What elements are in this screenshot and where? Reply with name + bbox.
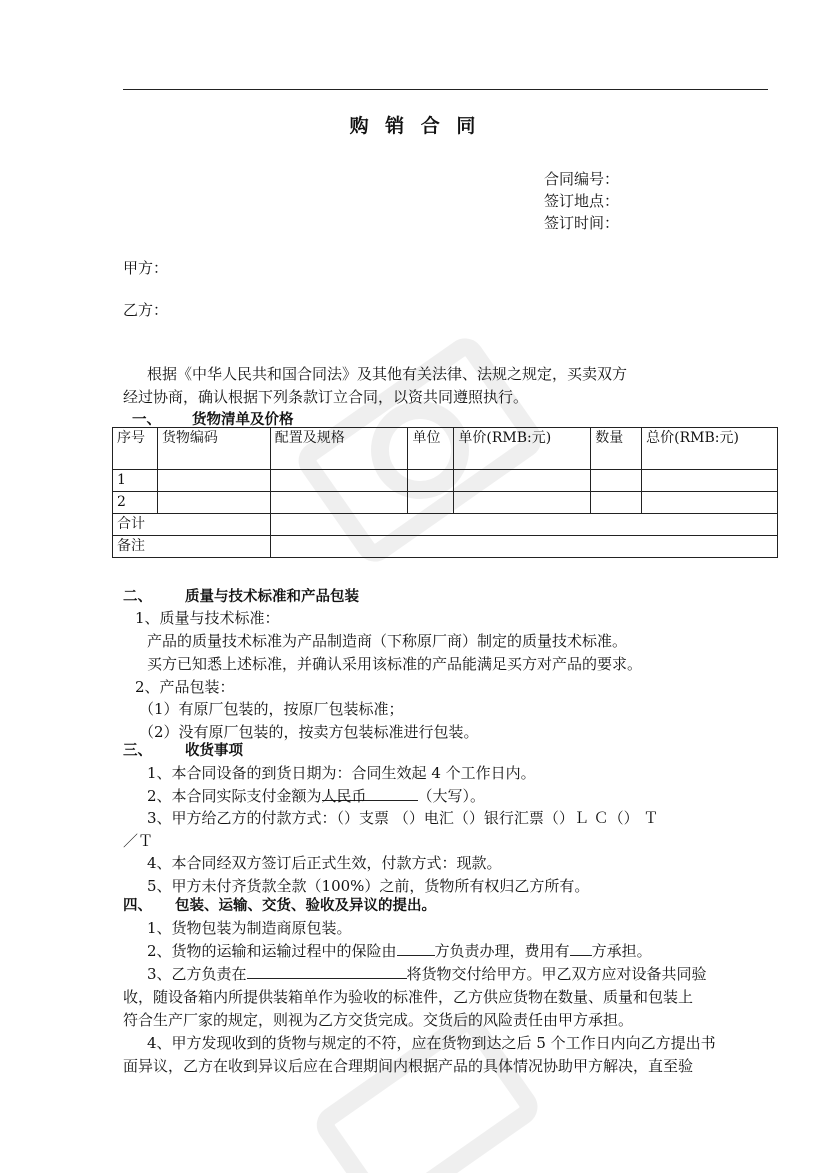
header-cell: 单位 [408, 428, 454, 470]
section-2-line-3: 买方已知悉上述标准，并确认采用该标准的产品能满足买方对产品的要求。 [147, 655, 643, 673]
section-2-line-1: 1、质量与技术标准： [135, 609, 280, 627]
table-cell [642, 492, 778, 514]
section-3-line-2-text: 2、本合同实际支付金额为 [147, 787, 322, 805]
section-4-line-2-end: 方承担。 [591, 942, 652, 960]
table-cell [157, 492, 270, 514]
section-3-line-2-suffix: （大写）。 [417, 787, 486, 805]
table-cell [408, 470, 454, 492]
section-1-title: 货物清单及价格 [192, 412, 294, 428]
table-cell [591, 470, 642, 492]
section-3-line-5: 5、甲方未付齐货款全款（100%）之前，货物所有权归乙方所有。 [147, 877, 590, 895]
table-cell [270, 470, 408, 492]
header-cell: 配置及规格 [270, 428, 408, 470]
section-3-line-1: 1、本合同设备的到货日期为：合同生效起 4 个工作日内。 [147, 764, 536, 782]
table-cell: 2 [113, 492, 158, 514]
section-2-line-6: （2）没有原厂包装的，按卖方包装标准进行包装。 [139, 723, 479, 741]
section-2-line-5: （1）有原厂包装的，按原厂包装标准； [139, 700, 404, 718]
section-4-line-4: 4、甲方发现收到的货物与规定的不符，应在货物到达之后 5 个工作日内向乙方提出书 [147, 1034, 716, 1052]
note-row [113, 536, 778, 558]
cost-party-blank[interactable] [570, 940, 592, 956]
table-cell [270, 492, 408, 514]
section-1-number: 一、 [132, 412, 161, 428]
table-cell [591, 492, 642, 514]
section-3-line-3: 3、甲方给乙方的付款方式：（）支票 （）电汇（）银行汇票（）Ｌ Ｃ（） Ｔ [147, 809, 659, 827]
table-row [113, 492, 778, 514]
section-4-line-2-mid: 方负责办理，费用有 [434, 942, 570, 960]
section-4-number: 四、 [123, 898, 152, 914]
section-4-line-3-rest: 将货物交付给甲方。甲乙双方应对设备共同验 [406, 965, 707, 983]
header-cell: 序号 [113, 428, 158, 470]
header-cell: 数量 [591, 428, 642, 470]
total-label: 合计 [113, 514, 271, 536]
section-4-line-3-text: 3、乙方负责在 [147, 965, 247, 983]
section-4-line-4-cont: 面异议，乙方在收到异议后应在合理期间内根据产品的具体情况协助甲方解决，直至验 [123, 1057, 694, 1075]
section-2-title: 质量与技术标准和产品包装 [185, 589, 359, 605]
section-2-line-4: 2、产品包装： [135, 678, 235, 696]
section-3-line-2 [147, 785, 485, 806]
table-row [113, 470, 778, 492]
total-row [113, 514, 778, 536]
section-4-line-3-cont-2: 符合生产厂家的规定，则视为乙方交货完成。交货后的风险责任由甲方承担。 [123, 1011, 634, 1029]
section-3-number: 三、 [123, 743, 152, 759]
header-cell: 货物编码 [157, 428, 270, 470]
section-4-line-2-text: 2、货物的运输和运输过程中的保险由 [147, 942, 397, 960]
party-a-label: 甲方： [123, 259, 169, 277]
insurance-party-blank[interactable] [397, 940, 435, 956]
intro-line-2: 经过协商，确认根据下列条款订立合同，以资共同遵照执行。 [123, 388, 529, 406]
table-cell [454, 470, 591, 492]
section-4-line-3-cont-1: 收，随设备箱内所提供装箱单作为验收的标准件，乙方供应货物在数量、质量和包装上 [123, 988, 694, 1006]
section-4-line-3 [147, 963, 707, 984]
table-cell [157, 470, 270, 492]
contract-number-label: 合同编号： [544, 170, 620, 188]
total-value [270, 514, 777, 536]
section-4-line-2 [147, 940, 652, 961]
table-cell [454, 492, 591, 514]
goods-table [112, 427, 778, 558]
note-label: 备注 [113, 536, 271, 558]
amount-field[interactable] [321, 785, 418, 805]
section-3-line-4: 4、本合同经双方签订后正式生效，付款方式：现款。 [147, 854, 502, 872]
delivery-place-blank[interactable] [247, 963, 407, 979]
header-rule [123, 89, 768, 90]
sign-time-label: 签订时间： [544, 214, 620, 232]
header-cell: 总价(RMB:元) [642, 428, 778, 470]
section-2-number: 二、 [123, 589, 152, 605]
header-cell: 单价(RMB:元) [454, 428, 591, 470]
sign-place-label: 签订地点： [544, 192, 620, 210]
table-cell [642, 470, 778, 492]
section-4-line-1: 1、货物包装为制造商原包装。 [147, 919, 352, 937]
section-3-line-3-cont: ／Ｔ [123, 832, 154, 850]
document-title: 购 销 合 同 [349, 115, 481, 137]
table-cell: 1 [113, 470, 158, 492]
section-3-title: 收货事项 [185, 743, 243, 759]
note-value [270, 536, 777, 558]
intro-line-1: 根据《中华人民共和国合同法》及其他有关法律、法规之规定，买卖双方 [147, 365, 628, 383]
section-4-title: 包装、运输、交货、验收及异议的提出。 [175, 898, 436, 914]
section-2-line-2: 产品的质量技术标准为产品制造商（下称原厂商）制定的质量技术标准。 [147, 632, 628, 650]
table-cell [408, 492, 454, 514]
amount-currency: 人民币 [321, 787, 367, 805]
party-b-label: 乙方： [123, 301, 169, 319]
table-header-row [113, 428, 778, 470]
